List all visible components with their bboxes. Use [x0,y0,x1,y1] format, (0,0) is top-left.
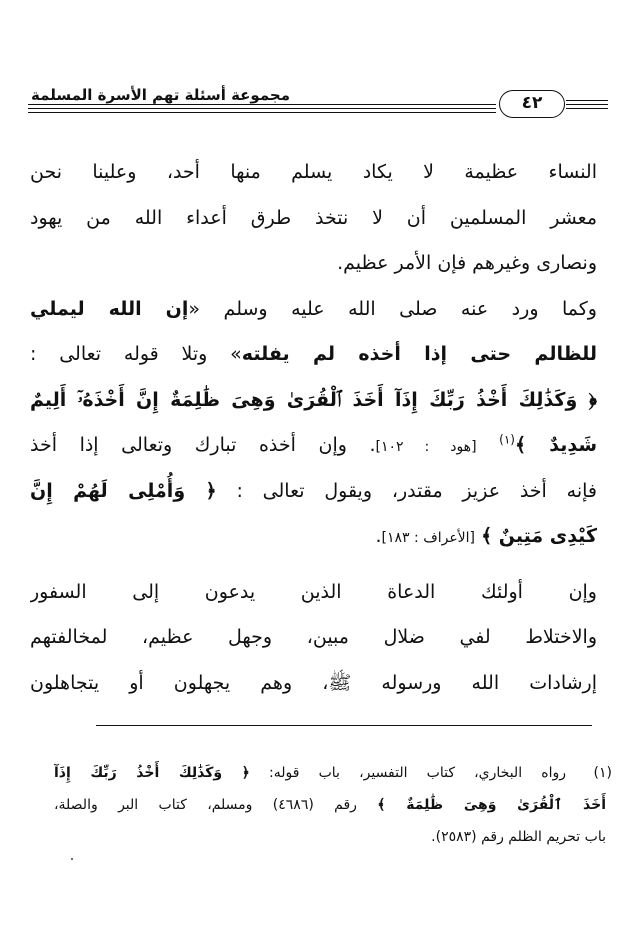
header-rule-right [566,104,608,105]
header-rule-right [566,100,608,101]
quran-verse: كَيْدِى مَتِينٌ ﴾ [481,525,597,547]
text-span: . وإن أخذه تبارك وتعالى إذا أخذ [30,434,376,456]
text-line [30,423,597,469]
header-rule-right [566,108,608,109]
quran-verse: ﴿ وَكَذَٰلِكَ أَخْذُ رَبِّكَ إِذَآ أَخَذَ ٱلْقُرَىٰ وَهِىَ ظَٰلِمَةٌ إِنَّ أَخْذَهُۥٓ أَلِيمٌ [30,388,597,411]
text-span: رقم (٤٦٨٦) ومسلم، كتاب البر والصلة، [54,797,357,813]
text-span: وإن أولئك الدعاة الذين يدعون إلى السفور [30,580,597,603]
footnote-separator [96,725,592,726]
footnote [54,757,612,853]
footnote-marker: (١) [499,432,515,447]
text-span: ونصارى وغيرهم فإن الأمر عظيم. [337,252,597,274]
page-header [28,80,608,124]
header-rule [28,112,496,113]
footnote-line [54,821,606,853]
text-line [30,196,597,242]
verse-reference: [هود : ١٠٢] [375,439,477,455]
print-speck [71,858,73,860]
footnote-line [54,757,566,789]
text-line [30,469,597,515]
quran-verse: ﴿ وَأُمْلِى لَهُمْ إِنَّ [30,479,217,502]
running-title: مجموعة أسئلة تهم الأسرة المسلمة [31,86,290,104]
text-line [30,287,597,333]
text-span: معشر المسلمين أن لا نتخذ طرق أعداء الله من يهود [30,206,597,229]
footnote-line [54,789,606,821]
text-span: » وتلا قوله تعالى : [30,343,242,365]
verse-reference: [الأعراف : ١٨٣] [381,530,476,546]
quran-verse: أَخَذَ ٱلْقُرَىٰ وَهِىَ ظَٰلِمَةٌ ﴾ [377,797,606,813]
quran-verse: ﴿ وَكَذَٰلِكَ أَخْذُ رَبِّكَ إِذَآ [54,765,250,781]
hadith-text: إن الله ليملي [30,297,189,320]
text-line [30,514,597,560]
quran-line [30,378,597,424]
text-line [30,332,597,378]
text-span: إرشادات الله ورسوله ﷺ، وهم يجهلون أو يتجاهلون [30,671,597,694]
text-line [30,150,597,196]
text-span: النساء عظيمة لا يكاد يسلم منها أحد، وعلينا نحن [30,161,597,183]
page-number-badge: ٤٢ [499,90,565,118]
text-span: . [375,525,382,547]
hadith-text: للظالم حتى إذا أخذه لم يفلته [241,343,597,365]
header-rule [28,108,496,109]
text-span: وكما ورد عنه صلى الله عليه وسلم « [188,297,597,320]
text-line [30,241,597,287]
footnote-number: (١) [593,765,612,781]
main-text [30,150,597,706]
text-line [30,661,597,707]
text-span: رواه البخاري، كتاب التفسير، باب قوله: [269,765,566,781]
quran-verse: شَدِيدٌ ﴾ [514,434,597,456]
text-span: فإنه أخذ عزيز مقتدر، ويقول تعالى : [236,479,597,502]
text-line [30,570,597,616]
text-span: باب تحريم الظلم رقم (٢٥٨٣). [431,829,606,845]
text-span: والاختلاط لفي ضلال مبين، وجهل عظيم، لمخالفتهم [30,626,597,648]
text-line [30,615,597,661]
header-rule [28,104,496,105]
